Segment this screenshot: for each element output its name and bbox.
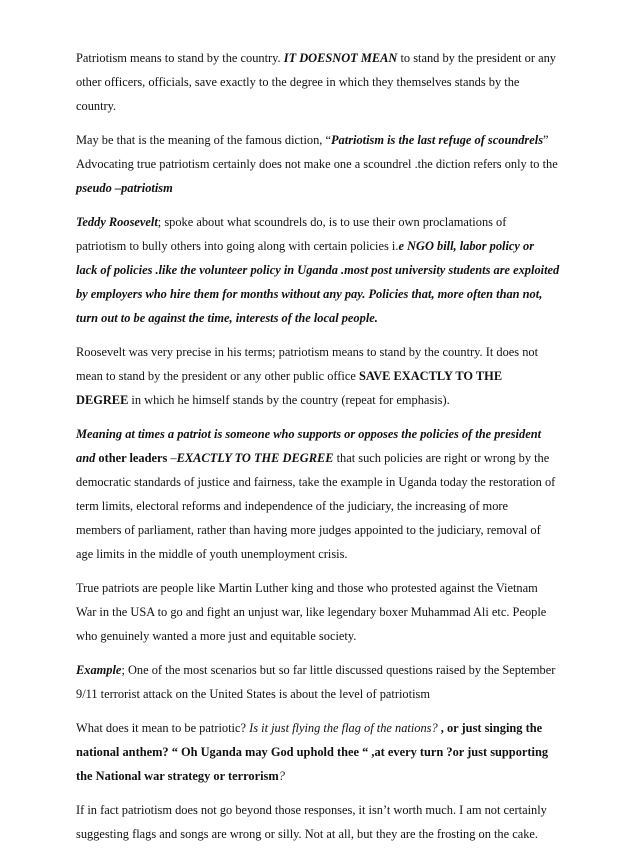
paragraph [76,716,570,788]
text-line [76,446,570,470]
paragraph [76,210,570,330]
text-run: 9/11 terrorist attack on the United States is about the level of patriotism [76,687,430,701]
text-line [76,210,570,234]
text-line [76,364,570,388]
text-line [76,234,570,258]
text-run: democratic standards of justice and fairness, take the example in Uganda today the restoration of [76,475,556,489]
text-line [76,70,570,94]
text-run: term limits, electoral reforms and independence of the judiciary, the increasing of more [76,499,509,513]
text-run: Is it just flying the flag of the nations? [249,721,438,735]
text-run: Roosevelt was very precise in his terms; patriotism means to stand by the country. It does not [76,345,539,359]
text-run: ” [543,133,549,147]
document-page [76,46,570,856]
text-run: True patriots are people like Martin Luther king and those who protested against the Vietnam [76,581,538,595]
paragraph [76,422,570,566]
text-run: Advocating true patriotism certainly does not make one a scoundrel .the diction refers only to the [76,157,558,171]
paragraph [76,46,570,118]
text-run: EXACTLY TO THE DEGREE [176,451,334,465]
text-run: What does it mean to be patriotic? [76,721,250,735]
text-run: Example [76,663,122,677]
text-run: mean to stand by the president or any other public office [76,369,359,383]
text-line [76,470,570,494]
text-run: other leaders [98,451,168,465]
text-line [76,798,570,822]
text-line [76,576,570,600]
text-run: turn out to be against the time, interests of the local people. [76,311,378,325]
text-run: ; spoke about what scoundrels do, is to use their own proclamations of [157,215,507,229]
text-line [76,258,570,282]
text-line [76,542,570,566]
text-run: SAVE EXACTLY TO THE [358,369,503,383]
text-run: and [76,451,96,465]
text-run: IT DOESNOT MEAN [283,51,398,65]
text-line [76,682,570,706]
text-run: the National war strategy or terrorism [76,769,279,783]
text-run: who genuinely wanted a more just and equitable society. [76,629,357,643]
text-run: Patriotism is the last refuge of scoundrels [330,133,544,147]
text-run: , or just singing the [437,721,543,735]
text-line [76,764,570,788]
text-run: pseudo –patriotism [76,181,173,195]
paragraph [76,798,570,846]
paragraph [76,658,570,706]
text-run: suggesting flags and songs are wrong or silly. Not at all, but they are the frosting on the cake. [76,827,539,841]
text-run: by employers who hire them for months without any pay. Policies that, more often than not, [76,287,543,301]
text-run: other officers, officials, save exactly to the degree in which they themselves stands by the [76,75,520,89]
text-line [76,152,570,176]
text-run: ; One of the most scenarios but so far little discussed questions raised by the September [121,663,556,677]
text-run: to stand by the president or any [397,51,556,65]
text-run: age limits in the middle of youth unemployment crisis. [76,547,348,561]
text-run: ? [278,769,285,783]
text-run: May be that is the meaning of the famous diction, “ [76,133,331,147]
text-run: DEGREE [76,393,129,407]
text-line [76,740,570,764]
text-line [76,422,570,446]
text-line [76,46,570,70]
text-line [76,306,570,330]
text-run: in which he himself stands by the country (repeat for emphasis). [128,393,450,407]
text-run: If in fact patriotism does not go beyond those responses, it isn’t worth much. I am not certainly [76,803,547,817]
text-line [76,388,570,412]
text-run: lack of policies .like the volunteer policy in Uganda .most post university students are exploited [76,263,560,277]
text-line [76,282,570,306]
text-run: country. [76,99,117,113]
paragraph [76,128,570,200]
text-line [76,94,570,118]
text-run: War in the USA to go and fight an unjust war, like legendary boxer Muhammad Ali etc. People [76,605,547,619]
paragraph [76,340,570,412]
text-line [76,600,570,624]
text-line [76,176,570,200]
text-line [76,128,570,152]
text-run: patriotism to bully others into going along with certain policies i. [76,239,399,253]
text-run: national anthem? “ Oh Uganda may God uphold thee “ ,at every turn ?or just supporting [76,745,549,759]
text-run: – [167,451,177,465]
text-line [76,624,570,648]
text-line [76,340,570,364]
text-line [76,716,570,740]
text-run: members of parliament, rather than having more judges appointed to the judiciary, removal of [76,523,541,537]
text-line [76,494,570,518]
text-run: Patriotism means to stand by the country. [76,51,284,65]
text-run: that such policies are right or wrong by the [333,451,550,465]
text-line [76,518,570,542]
text-run: Meaning at times a patriot is someone who supports or opposes the policies of the president [76,427,542,441]
text-run: e NGO bill, labor policy or [398,239,535,253]
text-line [76,658,570,682]
text-run: Teddy Roosevelt [76,215,158,229]
paragraph [76,576,570,648]
